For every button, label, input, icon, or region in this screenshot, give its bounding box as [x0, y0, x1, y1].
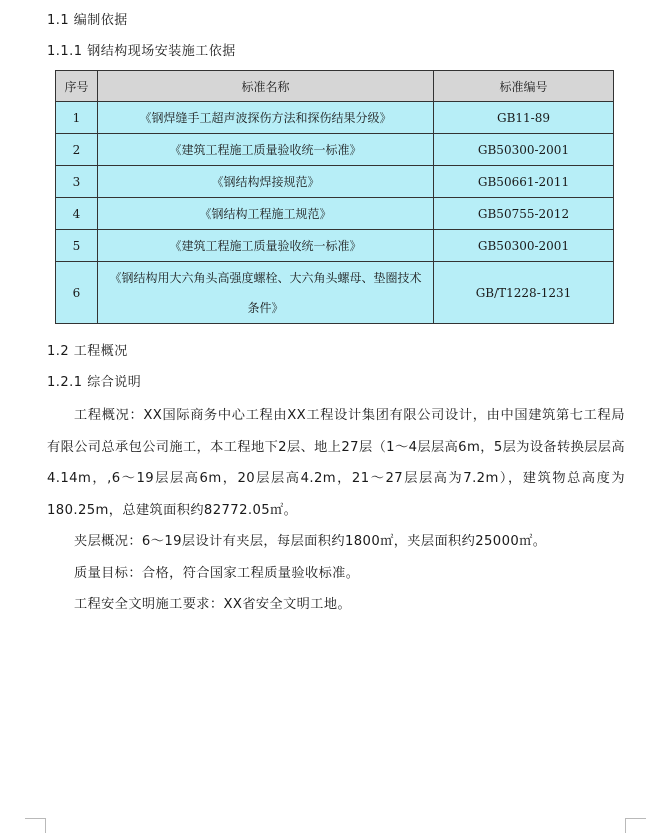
table-row: [56, 262, 614, 324]
page-corner-mark-left: [25, 818, 46, 833]
safety-requirement-paragraph: 工程安全文明施工要求：XX省安全文明工地。: [74, 597, 352, 612]
table-row: [56, 134, 614, 166]
header-name: 标准名称: [98, 71, 434, 102]
table-row: [56, 102, 614, 134]
project-overview-paragraph: 工程概况：XX国际商务中心工程由XX工程设计集团有限公司设计，由中国建筑第七工程局有限公司总承包公司施工，本工程地下2层、地上27层（1～4层层高6m，5层为设备转换层层高4.14m，,6～19层层高6m，20层层高4.2m，21～27层层高为7.2m），建筑物总高度为180.25m，总建筑面积约82772.05㎡。: [47, 408, 625, 518]
row-standard-name: 《建筑工程施工质量验收统一标准》: [98, 230, 434, 262]
section-heading-1-1-1: 1.1.1 钢结构现场安装施工依据: [47, 44, 236, 59]
row-seq: 1: [56, 102, 98, 134]
row-standard-name: 《钢焊缝手工超声波探伤方法和探伤结果分级》: [98, 102, 434, 134]
row-standard-name: 《钢结构焊接规范》: [98, 166, 434, 198]
page-corner-mark-right: [625, 818, 646, 833]
row-seq: 4: [56, 198, 98, 230]
table-row: [56, 166, 614, 198]
standards-table: [55, 70, 614, 324]
quality-goal-paragraph: 质量目标：合格，符合国家工程质量验收标准。: [74, 566, 360, 581]
section-heading-1-2: 1.2 工程概况: [47, 344, 128, 359]
row-seq: 2: [56, 134, 98, 166]
row-seq: 6: [56, 262, 98, 324]
table-row: [56, 198, 614, 230]
row-seq: 3: [56, 166, 98, 198]
row-standard-name: 《钢结构工程施工规范》: [98, 198, 434, 230]
row-standard-code: GB50755-2012: [434, 198, 614, 230]
row-seq: 5: [56, 230, 98, 262]
header-code: 标准编号: [434, 71, 614, 102]
row-standard-code: GB/T1228-1231: [434, 262, 614, 324]
header-seq: 序号: [56, 71, 98, 102]
row-standard-name: 《钢结构用大六角头高强度螺栓、大六角头螺母、垫圈技术条件》: [98, 262, 434, 324]
row-standard-code: GB50661-2011: [434, 166, 614, 198]
row-standard-code: GB50300-2001: [434, 134, 614, 166]
mezzanine-overview-paragraph: 夹层概况：6～19层设计有夹层，每层面积约1800㎡，夹层面积约25000㎡。: [74, 534, 547, 549]
row-standard-name: 《建筑工程施工质量验收统一标准》: [98, 134, 434, 166]
table-header-row: [56, 71, 614, 102]
row-standard-code: GB11-89: [434, 102, 614, 134]
section-heading-1-1: 1.1 编制依据: [47, 13, 128, 28]
row-standard-code: GB50300-2001: [434, 230, 614, 262]
table-row: [56, 230, 614, 262]
section-heading-1-2-1: 1.2.1 综合说明: [47, 375, 142, 390]
